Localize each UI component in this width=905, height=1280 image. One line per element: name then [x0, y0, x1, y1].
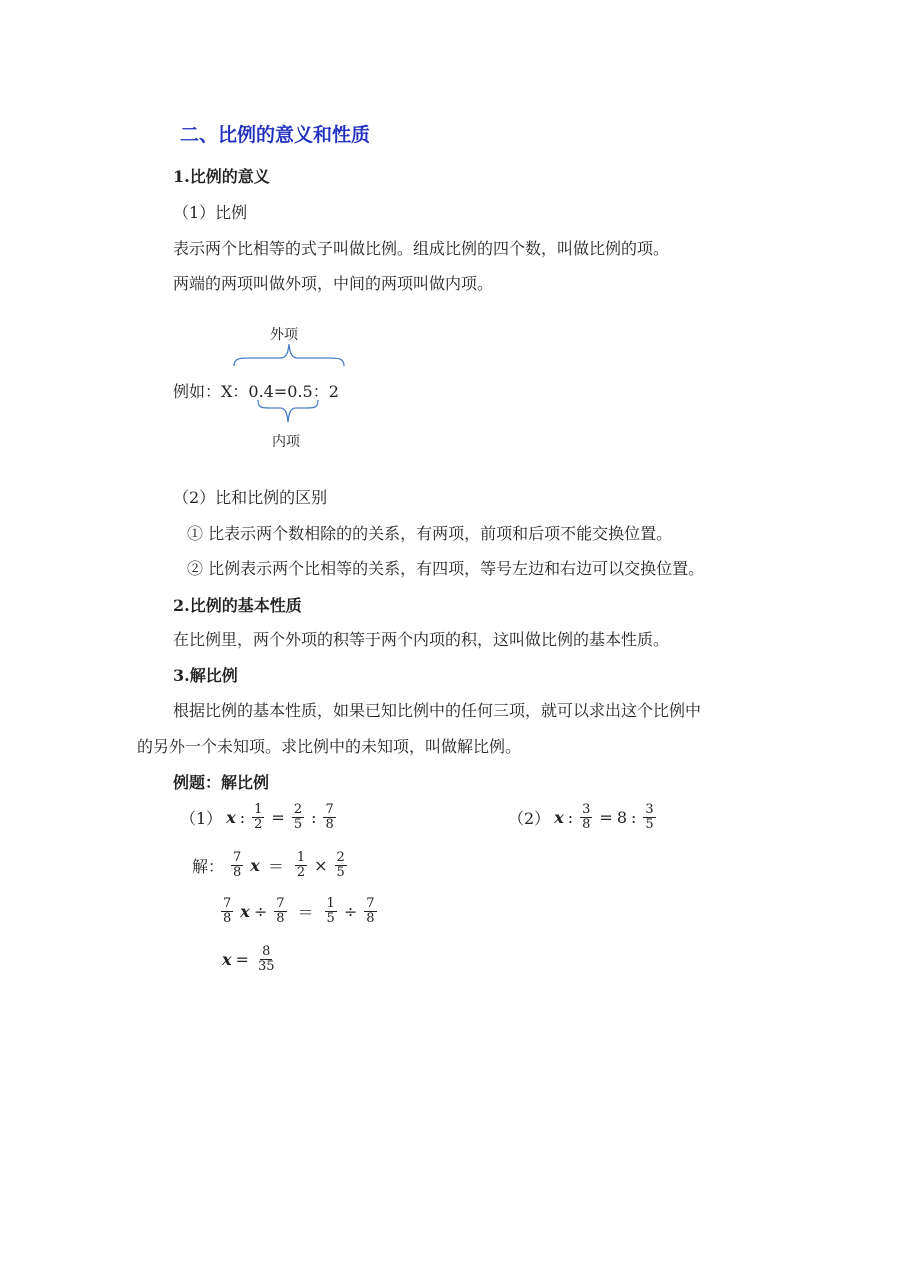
- numerator: 3: [645, 802, 654, 817]
- colon: :: [567, 808, 574, 827]
- heading-meaning: 1.比例的意义: [173, 167, 270, 186]
- denominator: 8: [582, 817, 591, 832]
- fraction: [252, 803, 264, 832]
- variable-x: x: [250, 856, 260, 875]
- times: ×: [314, 856, 328, 875]
- numerator: 1: [254, 802, 263, 817]
- denominator: 8: [366, 911, 375, 926]
- problem-2: [508, 803, 659, 832]
- paragraph: 的另外一个未知项。求比例中的未知项，叫做解比例。: [137, 737, 522, 756]
- denominator: 8: [276, 911, 285, 926]
- solution-label: 解：: [192, 857, 225, 876]
- subheading-difference: （2）比和比例的区别: [173, 488, 328, 507]
- fraction: [364, 897, 376, 926]
- fraction: [274, 897, 286, 926]
- divide: ÷: [253, 902, 268, 921]
- numerator: 8: [262, 944, 271, 959]
- solution-step-1: [192, 851, 350, 880]
- denominator: 5: [336, 865, 345, 880]
- divide: ÷: [343, 902, 358, 921]
- heading-basic-property: 2.比例的基本性质: [173, 596, 302, 615]
- paragraph: 两端的两项叫做外项，中间的两项叫做内项。: [173, 274, 494, 293]
- subheading-proportion: （1）比例: [173, 203, 248, 222]
- denominator: 2: [254, 817, 263, 832]
- colon: :: [631, 808, 637, 827]
- outer-terms-label: 外项: [270, 327, 298, 343]
- example-proportion: 例如：X：0.4=0.5：2: [173, 382, 339, 401]
- numerator: 7: [366, 896, 375, 911]
- numerator: 7: [223, 896, 232, 911]
- denominator: 5: [645, 817, 654, 832]
- colon: :: [239, 808, 246, 827]
- variable-x: x: [554, 808, 564, 827]
- paragraph: 表示两个比相等的式子叫做比例。组成比例的四个数，叫做比例的项。: [173, 239, 670, 258]
- heading-solve-proportion: 3.解比例: [173, 666, 238, 685]
- fraction: [335, 851, 347, 880]
- denominator: 5: [293, 817, 303, 832]
- problem-2-prefix: （2）: [508, 809, 551, 828]
- inner-brace: [256, 398, 320, 424]
- fraction: [256, 945, 277, 974]
- numerator: 1: [326, 896, 335, 911]
- section-title: 二、比例的意义和性质: [180, 124, 371, 146]
- numerator: 2: [293, 802, 303, 817]
- denominator: 8: [223, 911, 232, 926]
- problem-1-prefix: （1）: [180, 809, 223, 828]
- paragraph: 根据比例的基本性质，如果已知比例中的任何三项，就可以求出这个比例中: [173, 701, 702, 720]
- denominator: 2: [296, 865, 306, 880]
- example-label: 例题：解比例: [173, 773, 270, 792]
- problem-1: [180, 803, 339, 832]
- numerator: 2: [336, 850, 345, 865]
- paragraph: 在比例里，两个外项的积等于两个内项的积，这叫做比例的基本性质。: [173, 630, 670, 649]
- variable-x: x: [226, 808, 236, 827]
- colon: :: [311, 808, 317, 827]
- fraction: [580, 803, 592, 832]
- equals: =: [599, 808, 613, 827]
- fraction: [221, 897, 233, 926]
- numerator: 1: [296, 850, 306, 865]
- numerator: 3: [582, 802, 591, 817]
- denominator: 8: [233, 865, 242, 880]
- numerator: 7: [276, 896, 285, 911]
- fraction: [292, 803, 304, 832]
- variable-x: x: [222, 950, 232, 969]
- variable-x: x: [240, 902, 250, 921]
- numerator: 7: [325, 802, 334, 817]
- fraction: [295, 851, 307, 880]
- number: 8: [616, 808, 627, 827]
- denominator: 5: [326, 911, 335, 926]
- equals: ＝: [267, 857, 284, 876]
- denominator: 8: [325, 817, 334, 832]
- equals: ＝: [297, 903, 314, 922]
- equals: =: [235, 950, 249, 969]
- fraction: [643, 803, 655, 832]
- list-item: ① 比表示两个数相除的的关系，有两项，前项和后项不能交换位置。: [187, 524, 673, 543]
- equals: =: [271, 808, 285, 827]
- solution-step-2: [218, 897, 380, 926]
- denominator: 35: [257, 959, 275, 974]
- solution-step-3: [222, 945, 280, 974]
- fraction: [323, 803, 335, 832]
- outer-brace: [232, 340, 346, 368]
- fraction: [325, 897, 337, 926]
- list-item: ② 比例表示两个比相等的关系，有四项，等号左边和右边可以交换位置。: [187, 559, 705, 578]
- numerator: 7: [233, 850, 242, 865]
- inner-terms-label: 内项: [272, 434, 300, 450]
- fraction: [231, 851, 243, 880]
